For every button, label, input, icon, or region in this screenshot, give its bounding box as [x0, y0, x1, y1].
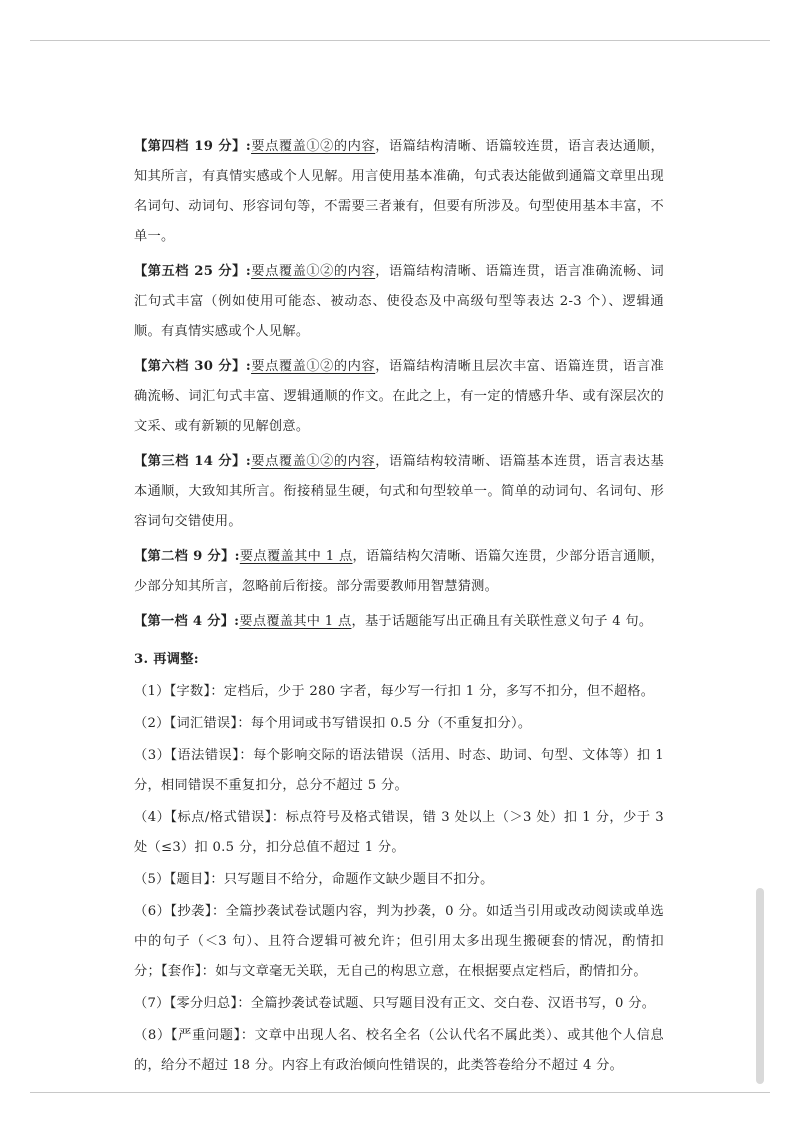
tier-label: 【第三档 14 分】:	[134, 454, 252, 469]
item-number: （2）	[134, 716, 170, 731]
tier-text: ，语篇结构清晰且层次丰富、语篇连贯，语言准确流畅、词汇句式丰富、逻辑通顺的作文。在此之上，有一定的情感升华、或有深层次的文采、或有新颖的见解创意。	[134, 359, 664, 434]
tier-label: 【第二档 9 分】:	[134, 549, 240, 564]
tier-text: ，语篇结构较清晰、语篇基本连贯，语言表达基本通顺，大致知其所言。衔接稍显生硬，句式和句型较单一。简单的动词句、名词句、形容词句交错使用。	[134, 454, 664, 529]
adjustment-item	[134, 989, 664, 1019]
tier-label: 【第六档 30 分】:	[134, 359, 252, 374]
tier-key-point: 要点覆盖①②的内容	[251, 454, 376, 469]
item-text: ：标点符号及格式错误，错 3 处以上（＞3 处）扣 1 分，少于 3 处（≤3）扣 0.5 分，扣分总值不超过 1 分。	[134, 810, 664, 855]
item-label: 【严重问题】	[170, 1028, 241, 1043]
item-label: 【标点/格式错误】	[170, 810, 272, 825]
bottom-divider	[30, 1092, 770, 1093]
tier-key-point: 要点覆盖①②的内容	[251, 139, 376, 154]
item-number: （4）	[134, 810, 171, 825]
item-text: ：每个影响交际的语法错误（活用、时态、助词、句型、文体等）扣 1 分，相同错误不重复扣分，总分不超过 5 分。	[134, 748, 664, 793]
adjustment-item	[134, 897, 664, 987]
adjustment-item	[134, 741, 664, 801]
item-text: ：全篇抄袭试卷试题内容，判为抄袭，0 分。如适当引用或改动阅读或单选中的句子（＜3 句）、且符合逻辑可被允许；但引用太多出现生搬硬套的情况，酌情扣分；【套作】：如与文章毫无关联，无自己的构思立意，在根据要点定档后，酌情扣分。	[134, 904, 664, 979]
top-divider	[30, 40, 770, 41]
tier-2	[134, 542, 664, 602]
tier-key-point: 要点覆盖①②的内容	[251, 359, 376, 374]
item-label: 【零分归总】	[169, 996, 238, 1011]
tier-text: ，语篇结构欠清晰、语篇欠连贯，少部分语言通顺，少部分知其所言，忽略前后衔接。部分需要教师用智慧猜测。	[134, 549, 664, 594]
item-number: （7）	[134, 996, 170, 1011]
adjustment-item	[134, 803, 664, 863]
tier-text: ，语篇结构清晰、语篇较连贯，语言表达通顺，知其所言，有真情实感或个人见解。用言使用基本准确，句式表达能做到通篇文章里出现名词句、动词句、形容词句等，不需要三者兼有，但要有所涉及。句型使用基本丰富，不单一。	[134, 139, 664, 244]
item-label: 【词汇错误】	[169, 716, 238, 731]
adjustment-item	[134, 709, 664, 739]
tier-3	[134, 447, 664, 537]
item-number: （5）	[134, 872, 170, 887]
item-label: 【字数】	[169, 684, 211, 699]
tier-key-point: 要点覆盖其中 1 点	[239, 549, 353, 564]
item-number: （8）	[134, 1028, 171, 1043]
item-label: 【抄袭】	[170, 904, 212, 919]
tier-key-point: 要点覆盖其中 1 点	[239, 614, 352, 629]
tier-6	[134, 352, 664, 442]
item-number: （3）	[134, 748, 171, 763]
document-body	[134, 132, 664, 1083]
tier-label: 【第一档 4 分】:	[134, 614, 240, 629]
vertical-scrollbar[interactable]	[756, 888, 764, 1084]
item-label: 【语法错误】	[170, 748, 240, 763]
tier-key-point: 要点覆盖①②的内容	[251, 264, 376, 279]
tier-label: 【第五档 25 分】:	[134, 264, 252, 279]
tier-text: ，语篇结构清晰、语篇连贯，语言准确流畅、词汇句式丰富（例如使用可能态、被动态、使役态及中高级句型等表达 2-3 个）、逻辑通顺。有真情实感或个人见解。	[134, 264, 664, 339]
tier-4	[134, 132, 664, 252]
adjustment-item	[134, 865, 664, 895]
tier-text: ，基于话题能写出正确且有关联性意义句子 4 句。	[351, 614, 653, 629]
section-heading: 3. 再调整:	[134, 652, 199, 667]
item-text: ：定档后，少于 280 字者，每少写一行扣 1 分，多写不扣分，但不超格。	[210, 684, 655, 699]
tier-1	[134, 607, 664, 637]
tier-label: 【第四档 19 分】:	[134, 139, 252, 154]
adjustment-item	[134, 1021, 664, 1081]
adjustment-item	[134, 677, 664, 707]
item-text: ：只写题目不给分，命题作文缺少题目不扣分。	[210, 872, 494, 887]
item-number: （6）	[134, 904, 171, 919]
tier-5	[134, 257, 664, 347]
item-text: ：文章中出现人名、校名全名（公认代名不属此类）、或其他个人信息的，给分不超过 18 分。内容上有政治倾向性错误的，此类答卷给分不超过 4 分。	[134, 1028, 664, 1073]
item-label: 【题目】	[169, 872, 211, 887]
item-text: ：全篇抄袭试卷试题、只写题目没有正文、交白卷、汉语书写，0 分。	[237, 996, 656, 1011]
item-number: （1）	[134, 684, 170, 699]
item-text: ：每个用词或书写错误扣 0.5 分（不重复扣分）。	[237, 716, 532, 731]
